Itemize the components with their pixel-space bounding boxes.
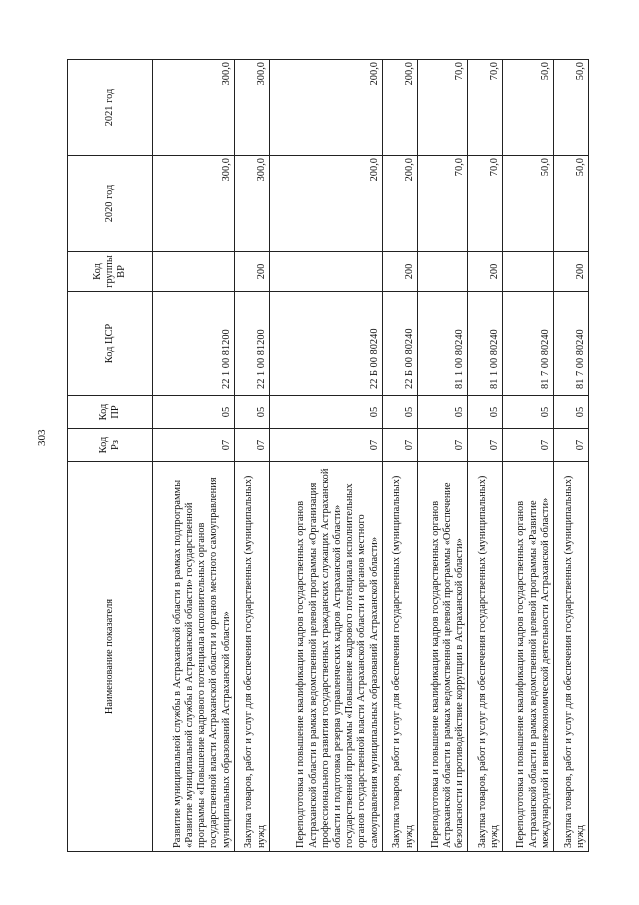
cell-pr: 05 [503, 396, 554, 429]
header-2020: 2020 год [68, 156, 153, 252]
cell-rz: 07 [503, 429, 554, 462]
cell-2021: 300,0 [153, 60, 235, 156]
cell-pr: 05 [468, 396, 503, 429]
header-pr: Код ПР [68, 396, 153, 429]
cell-2020: 200,0 [269, 156, 382, 252]
cell-csr: 81 7 00 80240 [553, 292, 588, 396]
cell-name: Переподготовка и повышение квалификации кадров государственных органов Астраханской области в рамках ведомственной целевой программы «Обеспечение безопасности и противодействие коррупции в Астраханской области» [417, 462, 468, 852]
table-row [553, 60, 588, 852]
cell-csr: 81 1 00 80240 [468, 292, 503, 396]
cell-rz: 07 [553, 429, 588, 462]
cell-rz: 07 [234, 429, 269, 462]
cell-pr: 05 [553, 396, 588, 429]
cell-vr [269, 252, 382, 292]
cell-name: Развитие муниципальной службы в Астраханской области в рамках подпрограммы «Развитие муниципальной службы в Астраханской области» государственной программы «Повышение кадрового потенциала исполнительных органов государственной власти Астраханской области и органов местного самоуправления муниципальных образований Астраханской области» [153, 462, 235, 852]
cell-name: Закупка товаров, работ и услуг для обеспечения государственных (муниципальных) нужд [468, 462, 503, 852]
cell-pr: 05 [234, 396, 269, 429]
cell-2021: 70,0 [417, 60, 468, 156]
cell-rz: 07 [468, 429, 503, 462]
cell-vr: 200 [234, 252, 269, 292]
cell-csr: 81 1 00 80240 [417, 292, 468, 396]
header-csr: Код ЦСР [68, 292, 153, 396]
cell-pr: 05 [269, 396, 382, 429]
cell-csr: 22 1 00 81200 [234, 292, 269, 396]
table-row [269, 60, 382, 852]
cell-rz: 07 [417, 429, 468, 462]
cell-2020: 200,0 [382, 156, 417, 252]
cell-csr: 22 1 00 81200 [153, 292, 235, 396]
cell-2021: 50,0 [553, 60, 588, 156]
table-row [382, 60, 417, 852]
cell-rz: 07 [269, 429, 382, 462]
header-2021: 2021 год [68, 60, 153, 156]
budget-table-container [67, 60, 589, 852]
table-row [468, 60, 503, 852]
cell-vr [153, 252, 235, 292]
cell-vr [503, 252, 554, 292]
cell-2020: 50,0 [503, 156, 554, 252]
table-row [503, 60, 554, 852]
budget-table [67, 59, 589, 852]
table-row [153, 60, 235, 852]
cell-2021: 200,0 [269, 60, 382, 156]
cell-csr: 22 Б 00 80240 [269, 292, 382, 396]
cell-2020: 300,0 [153, 156, 235, 252]
cell-csr: 81 7 00 80240 [503, 292, 554, 396]
table-row [417, 60, 468, 852]
cell-2020: 70,0 [417, 156, 468, 252]
cell-vr [417, 252, 468, 292]
cell-2021: 70,0 [468, 60, 503, 156]
cell-2021: 300,0 [234, 60, 269, 156]
table-row [234, 60, 269, 852]
table-header-row [68, 60, 153, 852]
cell-2021: 50,0 [503, 60, 554, 156]
header-name: Наименование показателя [68, 462, 153, 852]
cell-2020: 300,0 [234, 156, 269, 252]
cell-pr: 05 [153, 396, 235, 429]
cell-2021: 200,0 [382, 60, 417, 156]
cell-vr: 200 [553, 252, 588, 292]
cell-pr: 05 [417, 396, 468, 429]
cell-csr: 22 Б 00 80240 [382, 292, 417, 396]
cell-name: Закупка товаров, работ и услуг для обеспечения государственных (муниципальных) нужд [553, 462, 588, 852]
cell-vr: 200 [382, 252, 417, 292]
cell-rz: 07 [153, 429, 235, 462]
cell-2020: 70,0 [468, 156, 503, 252]
cell-2020: 50,0 [553, 156, 588, 252]
cell-pr: 05 [382, 396, 417, 429]
header-rz: Код Рз [68, 429, 153, 462]
cell-name: Переподготовка и повышение квалификации кадров государственных органов Астраханской области в рамках ведомственной целевой программы «Развитие международной и внешнеэкономической деятельности Астраханской области» [503, 462, 554, 852]
cell-vr: 200 [468, 252, 503, 292]
header-vr: Код группы ВР [68, 252, 153, 292]
cell-rz: 07 [382, 429, 417, 462]
cell-name: Закупка товаров, работ и услуг для обеспечения государственных (муниципальных) нужд [382, 462, 417, 852]
cell-name: Переподготовка и повышение квалификации кадров государственных органов Астраханской области в рамках ведомственной целевой программы «Организация профессионального развития государственных гражданских служащих Астраханской области и подготовка резерва управленческих кадров Астраханской области» государственной программы «Повышение кадрового потенциала исполнительных органов государственной власти Астраханской области и органов местного самоуправления муниципальных образований Астраханской области» [269, 462, 382, 852]
page-number: 303 [36, 429, 48, 446]
cell-name: Закупка товаров, работ и услуг для обеспечения государственных (муниципальных) нужд [234, 462, 269, 852]
